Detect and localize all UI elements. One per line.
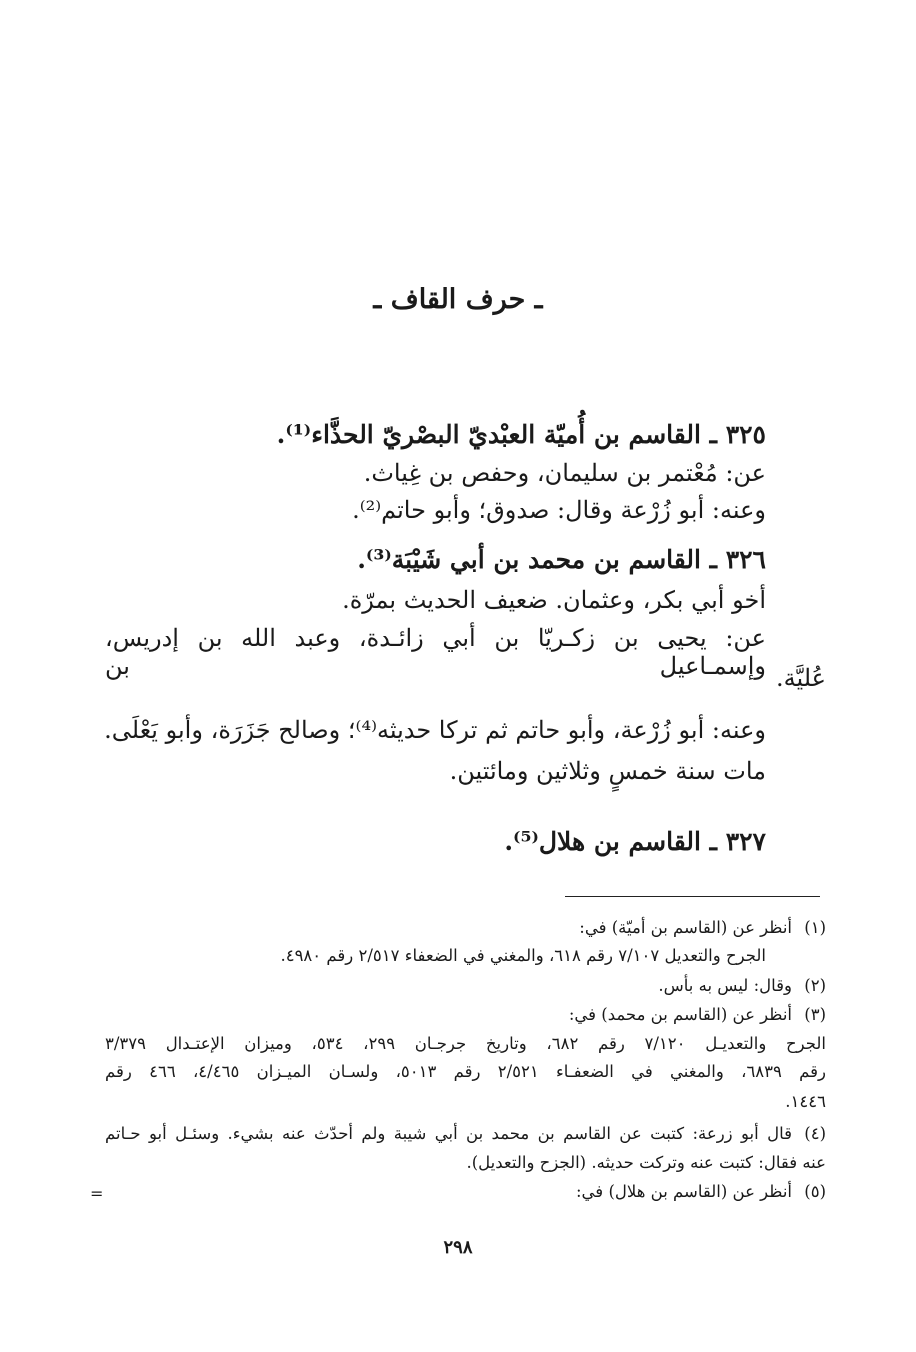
entry-326-title: ٣٢٦ ـ القاسم بن محمد بن أبي شَيْبَة⁽³⁾. [357, 545, 766, 574]
footnote-5-number: (٥) [804, 1182, 826, 1201]
footnote-4-number: (٤) [804, 1124, 826, 1143]
footnote-3-number: (٣) [804, 1005, 826, 1024]
footnote-2 [658, 976, 826, 995]
entry-326-death: مات سنة خمسٍ وثلاثين ومائتين. [449, 757, 766, 785]
entry-326-from: عن: يحيى بن زكـريّا بن أبي زائـدة، وعبد الله بن إدريس، وإسمـاعيل بن [105, 624, 766, 680]
footnote-3-line-3: رقم ٦٨٣٩، والمغني في الضعفـاء ٢/٥٢١ رقم ٥٠١٣، ولسـان الميـزان ٤/٤٦٥، ٤٦٦ رقم [105, 1062, 826, 1081]
footnote-1-line-2: الجرح والتعديل ٧/١٠٧ رقم ٦١٨، والمغني في الضعفاء ٢/٥١٧ رقم ٤٩٨٠. [280, 946, 766, 965]
entry-326-from-continued: عُليَّة. [775, 664, 826, 692]
continuation-mark: = [90, 1184, 104, 1203]
entry-326-by: وعنه: أبو زُرْعة، وأبو حاتم ثم تركا حديثه⁽⁴⁾؛ وصالح جَزَرَة، وأبو يَعْلَى. [104, 716, 766, 744]
footnote-1-line-1: أنظر عن (القاسم بن أميّة) في: [579, 918, 792, 937]
footnote-2-line-1: وقال: ليس به بأس. [658, 976, 792, 995]
entry-327-title: ٣٢٧ ـ القاسم بن هلال⁽⁵⁾. [504, 827, 766, 856]
footnote-4-line-1: قال أبو زرعة: كتبت عن القاسم بن محمد بن أبي شيبة ولم أحدّث عنه بشيء. وسئـل أبو حـاتم [105, 1124, 792, 1143]
page-number: ٢٩٨ [443, 1237, 473, 1258]
footnote-4 [105, 1124, 826, 1143]
footnote-3 [569, 1005, 826, 1024]
footnote-2-number: (٢) [804, 976, 826, 995]
footnote-5 [576, 1182, 826, 1201]
footnote-separator [565, 896, 820, 897]
entry-325-by: وعنه: أبو زُرْعة وقال: صدوق؛ وأبو حاتم⁽²⁾. [352, 496, 766, 524]
footnote-3-line-4: ١٤٤٦. [785, 1092, 826, 1111]
footnote-3-line-1: أنظر عن (القاسم بن محمد) في: [568, 1005, 792, 1024]
footnote-3-line-2: الجرح والتعديـل ٧/١٢٠ رقم ٦٨٢، وتاريخ جرجـان ٢٩٩، ٥٣٤، وميزان الإعتـدال ٣/٣٧٩ [105, 1034, 827, 1053]
entry-325-title: ٣٢٥ ـ القاسم بن أُميّة العبْديّ البصْريّ الحذَّاء⁽¹⁾. [276, 420, 766, 449]
footnote-4-line-2: عنه فقال: كتبت عنه وتركت حديثه. (الجزح والتعديل). [466, 1153, 826, 1172]
footnote-1-number: (١) [804, 918, 826, 937]
section-title: ـ حرف القاف ـ [373, 284, 543, 315]
footnote-1 [579, 918, 826, 937]
entry-326-description: أخو أبي بكر، وعثمان. ضعيف الحديث بمرّة. [342, 586, 766, 614]
footnote-5-line-1: أنظر عن (القاسم بن هلال) في: [576, 1182, 792, 1201]
entry-325-from: عن: مُعْتمر بن سليمان، وحفص بن غِياث. [363, 459, 766, 487]
